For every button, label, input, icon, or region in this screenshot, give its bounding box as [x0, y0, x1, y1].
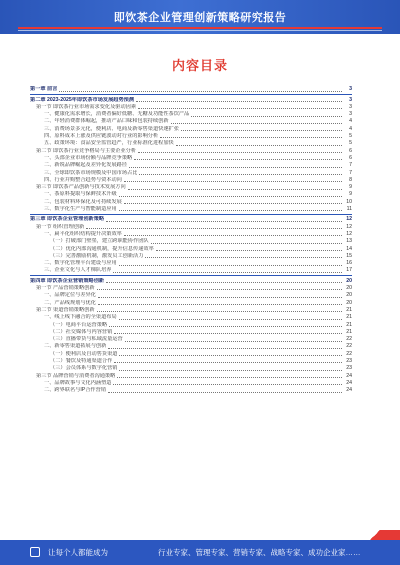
toc-entry-page: 20	[346, 292, 352, 299]
toc-leader-dots	[117, 377, 342, 378]
toc-entry-label: 第二节 渠道营销策略创新	[36, 306, 95, 313]
toc-entry-label: （三）直播带货与私域流量运营	[50, 336, 123, 343]
toc-entry-label: 五、政策环境：食品安全监管趋严，行业标准化进程加快	[44, 140, 174, 147]
toc-leader-dots	[176, 145, 342, 146]
toc-entry-page: 21	[346, 314, 352, 321]
toc-leader-dots	[191, 116, 342, 117]
toc-entry-page: 14	[346, 245, 352, 252]
toc-leader-dots	[119, 355, 342, 356]
toc-entry-page: 23	[346, 365, 352, 372]
toc-entry-page: 22	[346, 343, 352, 350]
toc-entry-page: 20	[346, 277, 352, 284]
toc-leader-dots	[134, 159, 342, 160]
toc-entry[interactable]	[30, 155, 352, 162]
toc-leader-dots	[119, 210, 342, 211]
toc-leader-dots	[108, 392, 342, 393]
toc-entry[interactable]	[30, 184, 352, 191]
toc-entry-page: 24	[346, 387, 352, 394]
toc-entry-label: 第三节 品牌营销与消费者沟通策略	[36, 372, 116, 379]
toc-entry[interactable]	[30, 245, 352, 252]
toc-entry-label: （二）社交媒体与内容营销	[50, 328, 113, 335]
chapter-separator	[30, 94, 352, 95]
toc-entry-page: 9	[349, 184, 352, 191]
page-footer	[0, 540, 400, 565]
toc-leader-dots	[156, 250, 342, 251]
toc-entry-label: （二）优化内部沟通机制，提升信息传递效率	[50, 245, 154, 252]
toc-entry-page: 24	[346, 372, 352, 379]
toc-entry-page: 5	[349, 140, 352, 147]
toc-entry-page: 11	[346, 206, 352, 213]
toc-entry-page: 9	[349, 191, 352, 198]
toc-leader-dots	[160, 137, 342, 138]
toc-entry-page: 10	[346, 198, 352, 205]
toc-leader-dots	[59, 91, 342, 92]
toc-leader-dots	[171, 123, 342, 124]
toc-leader-dots	[119, 196, 342, 197]
toc-entry-page: 21	[346, 328, 352, 335]
toc-entry[interactable]	[30, 238, 352, 245]
toc-leader-dots	[139, 174, 342, 175]
toc-leader-dots	[145, 257, 342, 258]
footer-slogan-right: 行业专家、管理专家、营销专家、战略专家、成功企业家……	[158, 548, 361, 557]
toc-entry-label: 第一节 组织管理创新	[36, 223, 85, 230]
logo-icon	[30, 547, 40, 557]
toc-entry[interactable]	[30, 321, 352, 328]
toc-entry-label: 一、茶原料提取与保鲜技术升级	[44, 191, 117, 198]
toc-entry-page: 22	[346, 350, 352, 357]
toc-entry[interactable]	[30, 231, 352, 238]
toc-entry[interactable]	[30, 104, 352, 111]
toc-leader-dots	[151, 243, 342, 244]
toc-entry-label: 第一节 产品营销策略创新	[36, 285, 95, 292]
toc-leader-dots	[97, 289, 342, 290]
toc-entry-page: 12	[346, 230, 352, 237]
toc-entry-page: 23	[346, 357, 352, 364]
toc-entry-label: 一、扁平化组织结构提升决策效率	[44, 230, 122, 237]
toc-leader-dots	[114, 333, 342, 334]
header-red-bar	[18, 27, 382, 29]
toc-entry-label: （一）电商平台运营策略	[50, 321, 108, 328]
toc-entry[interactable]	[30, 111, 352, 118]
toc-entry-label: 一、品牌故事与文化内涵塑造	[44, 379, 112, 386]
toc-entry[interactable]	[30, 125, 352, 132]
toc-entry-page: 3	[349, 103, 352, 110]
toc-entry-page: 15	[346, 252, 352, 259]
report-header	[0, 0, 400, 34]
toc-leader-dots	[125, 341, 342, 342]
toc-entry-page: 3	[349, 111, 352, 118]
toc-entry-page: 21	[346, 306, 352, 313]
toc-entry[interactable]	[30, 198, 352, 205]
toc-entry[interactable]	[30, 365, 352, 372]
chapter-separator	[30, 214, 352, 215]
toc-entry-page: 4	[349, 125, 352, 132]
toc-entry-page: 13	[346, 238, 352, 245]
toc-entry[interactable]	[30, 133, 352, 140]
toc-leader-dots	[124, 235, 342, 236]
toc-entry-label: 第三节 即饮茶产品创新与技术发展方向	[36, 184, 126, 191]
toc-leader-dots	[136, 101, 342, 102]
toc-entry-page: 12	[346, 223, 352, 230]
toc-entry[interactable]	[30, 299, 352, 306]
toc-entry[interactable]	[30, 169, 352, 176]
toc-entry-label: 一、线上线下融合的全渠道布局	[44, 314, 117, 321]
toc-entry-page: 16	[346, 260, 352, 267]
toc-entry-label: 二、新零售渠道拓展与创新	[44, 343, 107, 350]
toc-leader-dots	[98, 297, 342, 298]
toc-entry[interactable]	[30, 177, 352, 184]
toc-entry[interactable]	[30, 253, 352, 260]
toc-entry[interactable]	[30, 387, 352, 394]
header-divider	[18, 30, 382, 31]
toc-entry-page: 12	[346, 216, 352, 223]
toc-leader-dots	[97, 311, 342, 312]
toc-entry-label: 第四章 即饮茶企业营销策略创新	[30, 277, 105, 284]
footer-decoration	[350, 530, 400, 540]
toc-entry[interactable]	[30, 358, 352, 365]
toc-entry-label: 三、数字化生产与智能制造应用	[44, 206, 117, 213]
toc-entry[interactable]	[30, 216, 352, 223]
toc-entry-page: 22	[346, 336, 352, 343]
toc-entry-page: 7	[349, 169, 352, 176]
toc-entry[interactable]	[30, 307, 352, 314]
toc-entry[interactable]	[30, 292, 352, 299]
toc-entry-label: 三、企业文化与人才梯队培养	[44, 267, 112, 274]
toc-leader-dots	[138, 152, 342, 153]
toc-entry-page: 5	[349, 133, 352, 140]
toc-entry[interactable]	[30, 267, 352, 274]
toc-entry-page: 20	[346, 299, 352, 306]
toc-leader-dots	[119, 265, 342, 266]
toc-leader-dots	[98, 304, 342, 305]
toc-entry-page: 8	[349, 176, 352, 183]
toc-entry-label: 一、健康化需求增长，消费者偏好低糖、无糖及功能性茶饮产品	[44, 111, 190, 118]
toc-entry[interactable]	[30, 140, 352, 147]
toc-entry-label: 第二章 2023-2025年即饮茶市场发展趋势预测	[30, 96, 135, 103]
toc-leader-dots	[86, 228, 342, 229]
toc-entry-label: （一）打破部门壁垒，建立跨职能协作团队	[50, 238, 149, 245]
toc-entry-label: （一）便利店及自动售货渠道	[50, 350, 118, 357]
toc-entry-label: 二、数字化管理平台建设与应用	[44, 260, 117, 267]
toc-leader-dots	[108, 348, 342, 349]
toc-entry[interactable]	[30, 147, 352, 154]
chapter-separator	[30, 275, 352, 276]
toc-entry-page: 7	[349, 162, 352, 169]
toc-entry[interactable]	[30, 336, 352, 343]
toc-entry-label: 四、原料成本上涨及供应链波动对行业的影响分析	[44, 133, 159, 140]
table-of-contents	[30, 86, 352, 394]
toc-entry[interactable]	[30, 86, 352, 93]
toc-entry[interactable]	[30, 380, 352, 387]
toc-entry[interactable]	[30, 206, 352, 213]
toc-entry-page: 6	[349, 154, 352, 161]
toc-leader-dots	[124, 181, 342, 182]
toc-entry-label: 二、包装材料环保化及可持续发展	[44, 198, 122, 205]
toc-entry[interactable]	[30, 285, 352, 292]
toc-leader-dots	[113, 384, 342, 385]
toc-entry[interactable]	[30, 260, 352, 267]
toc-leader-dots	[106, 282, 342, 283]
toc-entry-page: 21	[346, 321, 352, 328]
toc-entry-page: 3	[349, 96, 352, 103]
toc-entry-page: 20	[346, 285, 352, 292]
toc-entry[interactable]	[30, 277, 352, 284]
toc-leader-dots	[106, 221, 342, 222]
toc-entry[interactable]	[30, 162, 352, 169]
toc-entry-page: 17	[346, 267, 352, 274]
report-title: 即饮茶企业管理创新策略研究报告	[113, 12, 287, 24]
toc-entry-page: 24	[346, 379, 352, 386]
toc-entry-label: 一、头部企业市场份额与品牌竞争策略	[44, 154, 133, 161]
toc-leader-dots	[119, 370, 342, 371]
toc-entry-page: 3	[349, 86, 352, 93]
toc-leader-dots	[129, 167, 342, 168]
toc-entry-label: （三）会员体系与数字化营销	[50, 365, 118, 372]
toc-entry[interactable]	[30, 96, 352, 103]
toc-heading: 内容目录	[171, 58, 228, 73]
toc-entry[interactable]	[30, 372, 352, 379]
toc-leader-dots	[113, 272, 342, 273]
toc-entry[interactable]	[30, 223, 352, 230]
toc-leader-dots	[181, 130, 342, 131]
footer-slogan-left: 让每个人都能成为	[48, 548, 108, 557]
toc-entry-page: 6	[349, 147, 352, 154]
toc-entry-label: （二）餐饮及特通渠道合作	[50, 357, 113, 364]
toc-entry-label: （三）完善激励机制，激发员工创新活力	[50, 252, 144, 259]
toc-entry-label: 第一节 即饮茶行业市场需求变化及驱动因素	[36, 103, 137, 110]
toc-entry-page: 4	[349, 118, 352, 125]
toc-leader-dots	[124, 203, 342, 204]
toc-leader-dots	[138, 108, 342, 109]
toc-entry[interactable]	[30, 118, 352, 125]
toc-leader-dots	[119, 319, 342, 320]
toc-entry[interactable]	[30, 329, 352, 336]
toc-entry-label: 二、产品线规划与优化	[44, 299, 96, 306]
toc-leader-dots	[128, 189, 342, 190]
toc-entry[interactable]	[30, 343, 352, 350]
toc-entry[interactable]	[30, 191, 352, 198]
toc-entry-label: 第一章 前言	[30, 86, 58, 93]
toc-entry-label: 二、年轻消费群体崛起，推动产品口味和包装持续创新	[44, 118, 169, 125]
toc-leader-dots	[114, 362, 342, 363]
toc-entry-label: 二、新锐品牌崛起及差异化发展路径	[44, 162, 128, 169]
toc-entry[interactable]	[30, 314, 352, 321]
toc-entry-label: 二、跨界联名与IP合作营销	[44, 387, 106, 394]
toc-entry-label: 四、行业并购整合趋势与资本动向	[44, 176, 122, 183]
toc-entry-label: 第二节 即饮茶行业竞争格局与主要企业分析	[36, 147, 137, 154]
toc-entry-label: 一、品牌定位与差异化	[44, 292, 96, 299]
toc-entry-label: 第三章 即饮茶企业管理创新策略	[30, 216, 105, 223]
toc-entry-label: 三、消费场景多元化，便利店、电商及新零售渠道快速扩张	[44, 125, 179, 132]
toc-entry[interactable]	[30, 350, 352, 357]
toc-entry-label: 三、全球即饮茶市场规模及中国市场占比	[44, 169, 138, 176]
toc-leader-dots	[109, 326, 342, 327]
